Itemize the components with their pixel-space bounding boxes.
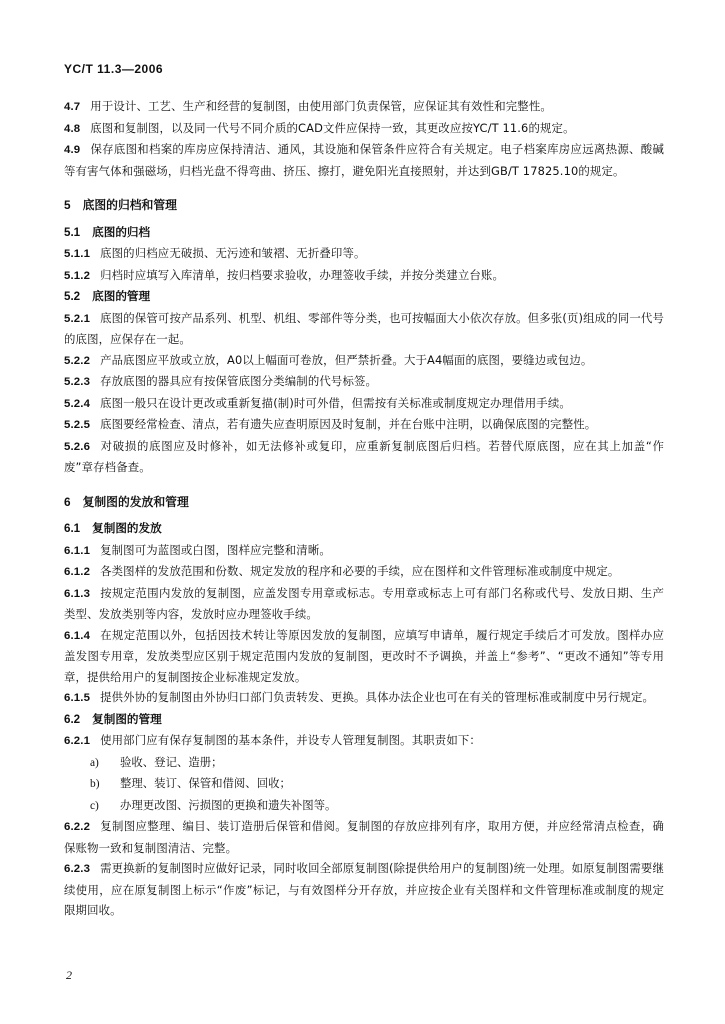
clause-4-8: 4.8 底图和复制图，以及同一代号不同介质的CAD文件应保持一致，其更改应按YC/T 11.6的规定。 [64,120,575,135]
list-item-b: b) 整理、装订、保管和借阅、回收； [90,776,291,790]
clause-5-2-6: 5.2.6 对破损的底图应及时修补，如无法修补或复印，应重新复制底图后归档。若替代原底图，应在其上加盖“作废”章存档备查。 [64,438,664,474]
clause-6-2-2: 6.2.2 复制图应整理、编目、装订造册后保管和借阅。复制图的存放应排列有序，取用方便，并应经常清点检查，确保账物一致和复制图清洁、完整。 [64,819,664,855]
section-6-2-heading: 6.2 复制图的管理 [64,711,162,726]
list-item-c: c) 办理更改图、污损图的更换和遗失补图等。 [90,797,337,812]
section-5-2-heading: 5.2 底图的管理 [64,289,151,303]
clause-4-9: 4.9 保存底图和档案的库房应保持清洁、通风，其设施和保管条件应符合有关规定。电子档案库房应远离热源、酸碱等有害气体和强磁场，归档光盘不得弯曲、挤压、擦打，避免阳光直接照射，并达到GB/T 17825.10的规定。 [64,142,664,178]
clause-6-1-2: 6.1.2 各类图样的发放范围和份数、规定发放的程序和必要的手续，应在图样和文件管理标准或制度中规定。 [64,564,620,578]
clause-6-2-3: 6.2.3 需更换新的复制图时应做好记录，同时收回全部原复制图(除提供给用户的复制图)统一处理。如原复制图需要继续使用，应在原复制图上标示“作废”标记，与有效图样分开存放，并应按企业有关图样和文件管理标准或制度的规定限期回收。 [64,861,664,917]
page-header: YC/T 11.3—2006 [64,62,164,76]
clause-4-7: 4.7 用于设计、工艺、生产和经营的复制图，由使用部门负责保管，应保证其有效性和完整性。 [64,99,552,113]
clause-5-1-1: 5.1.1 底图的归档应无破损、无污迹和皱褶、无折叠印等。 [64,246,366,260]
section-6-heading: 6 复制图的发放和管理 [64,494,189,509]
clause-5-2-5: 5.2.5 底图要经常检查、清点，若有遗失应查明原因及时复制，并在台账中注明，以确保底图的完整性。 [64,417,597,431]
clause-6-1-5: 6.1.5 提供外协的复制图由外协归口部门负责转发、更换。具体办法企业也可在有关的管理标准或制度中另行规定。 [64,690,655,704]
page-number: 2 [66,968,72,982]
list-item-a: a) 验收、登记、造册； [90,754,223,769]
clause-5-2-3: 5.2.3 存放底图的器具应有按保管底图分类编制的代号标签。 [64,374,378,388]
clause-5-2-4: 5.2.4 底图一般只在设计更改或重新复描(制)时可外借，但需按有关标准或制度规定办理借用手续。 [64,395,571,410]
clause-5-2-1: 5.2.1 底图的保管可按产品系列、机型、机组、零部件等分类，也可按幅面大小依次存放。但多张(页)组成的同一代号的底图，应保存在一起。 [64,310,664,346]
section-6-1-heading: 6.1 复制图的发放 [64,521,162,535]
clause-5-1-2: 5.1.2 归档时应填写入库清单，按归档要求验收，办理签收手续，并按分类建立台账。 [64,267,505,282]
clause-6-1-4: 6.1.4 在规定范围以外，包括因技术转让等原因发放的复制图，应填写申请单，履行规定手续后才可发放。图样办应盖发图专用章，发放类型应区别于规定范围内发放的复制图，更改时不予调换，并盖上“参考”、“更改不通知”等专用章，提供给用户的复制图按企业标准规定发放。 [64,627,664,684]
document-body [64,96,664,921]
clause-6-1-3: 6.1.3 按规定范围内发放的复制图，应盖发图专用章或标志。专用章或标志上可有部门名称或代号、发放日期、生产类型、发放类别等内容，发放时应办理签收手续。 [64,585,664,621]
clause-6-2-1: 6.2.1 使用部门应有保存复制图的基本条件，并设专人管理复制图。其职责如下： [64,733,481,747]
section-5-heading: 5 底图的归档和管理 [64,198,177,212]
section-5-1-heading: 5.1 底图的归档 [64,224,151,239]
clause-6-1-1: 6.1.1 复制图可为蓝图或白图，图样应完整和清晰。 [64,542,331,557]
clause-5-2-2: 5.2.2 产品底图应平放或立放，A0以上幅面可卷放，但严禁折叠。大于A4幅面的底图，要缝边或包边。 [64,352,593,367]
